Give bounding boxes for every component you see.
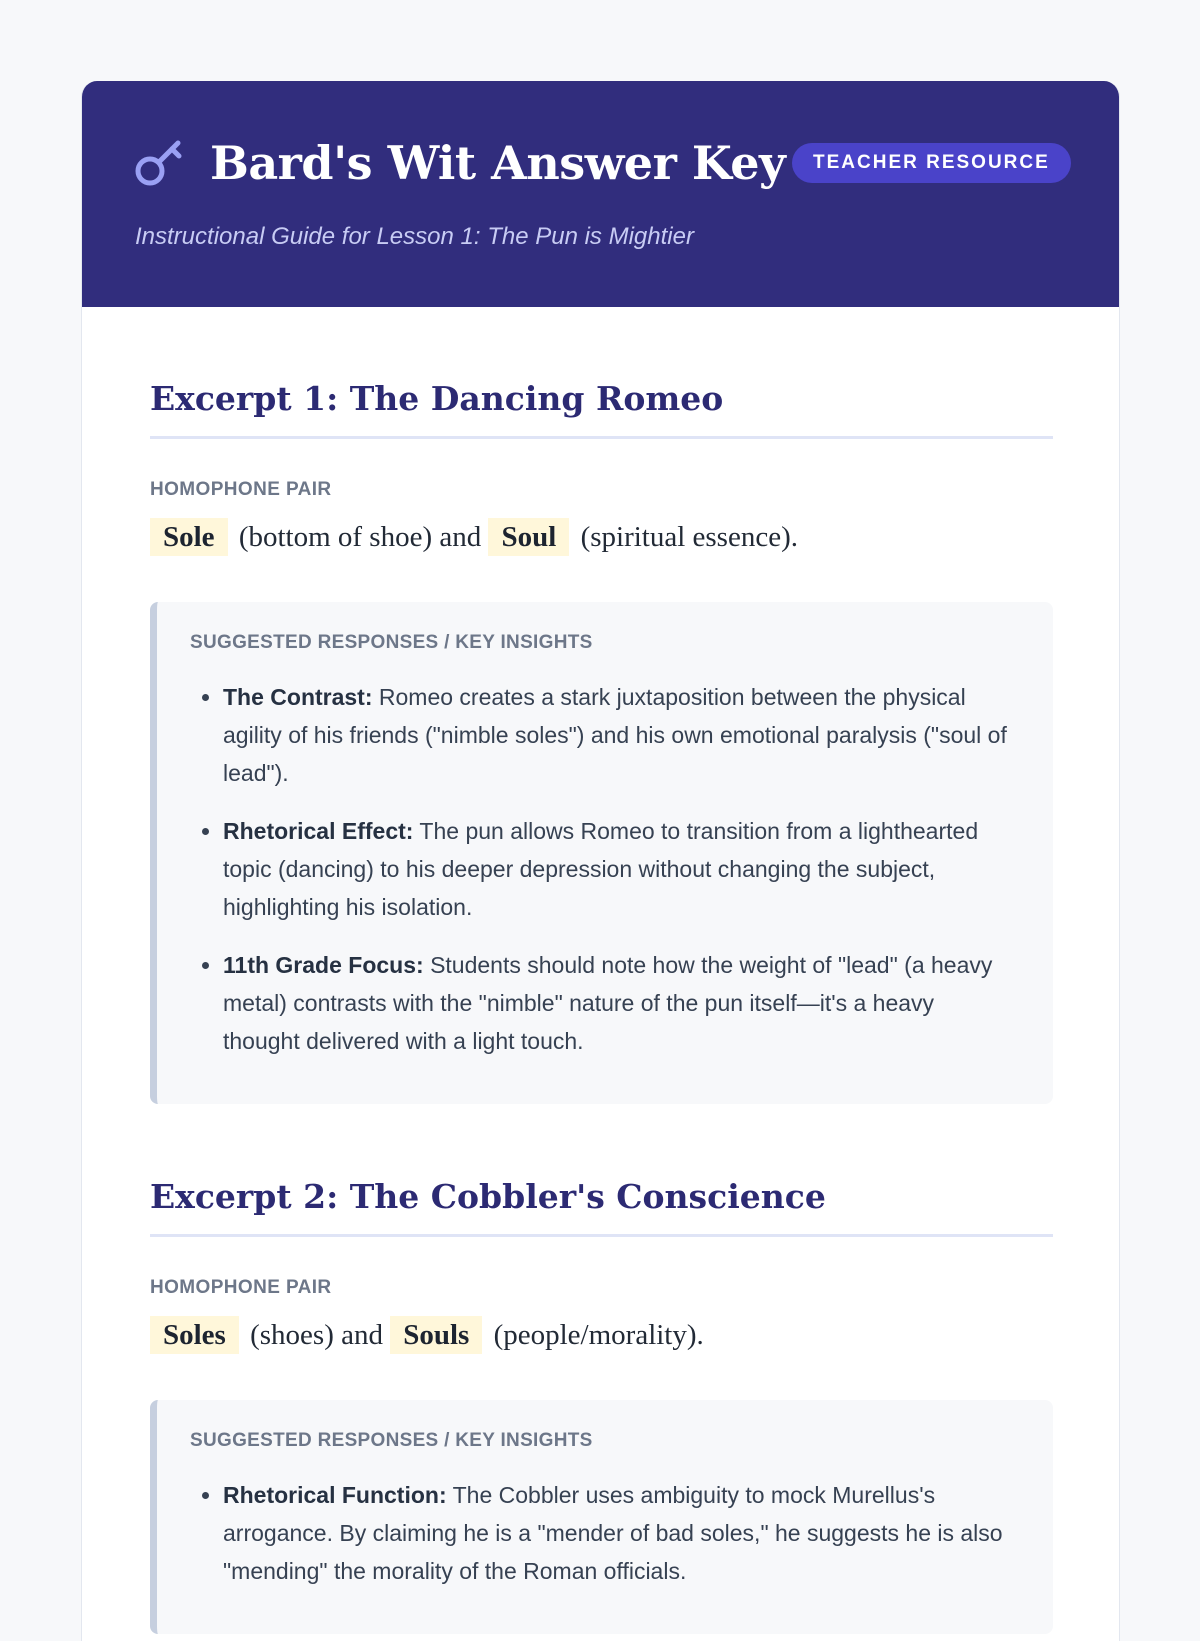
- insight-item: [223, 946, 1009, 1060]
- insight-text: The Cobbler uses ambiguity to mock Murellus's arrogance. By claiming he is a "mender of bad soles," he suggests he is also "mending" the morality of the Roman officials.: [223, 1482, 1003, 1584]
- page-title: Bard's Wit Answer Key: [210, 136, 786, 190]
- homophone-pair: [150, 1316, 1053, 1354]
- excerpt-title: Excerpt 2: The Cobbler's Conscience: [150, 1174, 1053, 1237]
- insights-list: [190, 1476, 1009, 1590]
- homophone-word: Souls: [390, 1316, 482, 1354]
- teacher-resource-badge: TEACHER RESOURCE: [792, 143, 1071, 183]
- insights-label: SUGGESTED RESPONSES / KEY INSIGHTS: [190, 632, 593, 653]
- insight-heading: Rhetorical Function:: [223, 1482, 447, 1508]
- page-subtitle: Instructional Guide for Lesson 1: The Pun is Mightier: [135, 223, 694, 250]
- homophone-word: Sole: [150, 518, 228, 556]
- insight-item: [223, 678, 1009, 792]
- homophone-pair-label: HOMOPHONE PAIR: [150, 1277, 332, 1298]
- excerpt-title: Excerpt 1: The Dancing Romeo: [150, 376, 1053, 439]
- insight-text: Students should note how the weight of "lead" (a heavy metal) contrasts with the "nimble" nature of the pun itself—it's a heavy thought delivered with a light touch.: [223, 952, 993, 1054]
- homophone-pair: [150, 518, 1053, 556]
- excerpt-section: [150, 376, 1053, 1104]
- insight-heading: Rhetorical Effect:: [223, 818, 414, 844]
- insight-text: The pun allows Romeo to transition from a lighthearted topic (dancing) to his deeper depression without changing the subject, highlighting his isolation.: [223, 818, 979, 920]
- homophone-gloss: (people/morality).: [493, 1319, 704, 1351]
- key-icon: [134, 138, 186, 190]
- homophone-word: Soles: [150, 1316, 239, 1354]
- homophone-gloss: (bottom of shoe) and: [238, 521, 482, 553]
- homophone-gloss: (spiritual essence).: [580, 521, 798, 553]
- insight-text: Romeo creates a stark juxtaposition between the physical agility of his friends ("nimble soles") and his own emotional paralysis ("soul of lead").: [223, 684, 1007, 786]
- document-header: [82, 81, 1119, 307]
- homophone-gloss: (shoes) and: [250, 1319, 383, 1351]
- insight-item: [223, 1476, 1009, 1590]
- homophone-pair-label: HOMOPHONE PAIR: [150, 479, 332, 500]
- excerpt-section: [150, 1174, 1053, 1634]
- homophone-word: Soul: [488, 518, 569, 556]
- insights-box: [150, 1400, 1053, 1634]
- insight-item: [223, 812, 1009, 926]
- insights-box: [150, 602, 1053, 1104]
- insights-list: [190, 678, 1009, 1060]
- document-content: [82, 307, 1119, 1634]
- insight-heading: The Contrast:: [223, 684, 373, 710]
- insight-heading: 11th Grade Focus:: [223, 952, 424, 978]
- answer-key-document: [81, 81, 1120, 1641]
- insights-label: SUGGESTED RESPONSES / KEY INSIGHTS: [190, 1430, 593, 1451]
